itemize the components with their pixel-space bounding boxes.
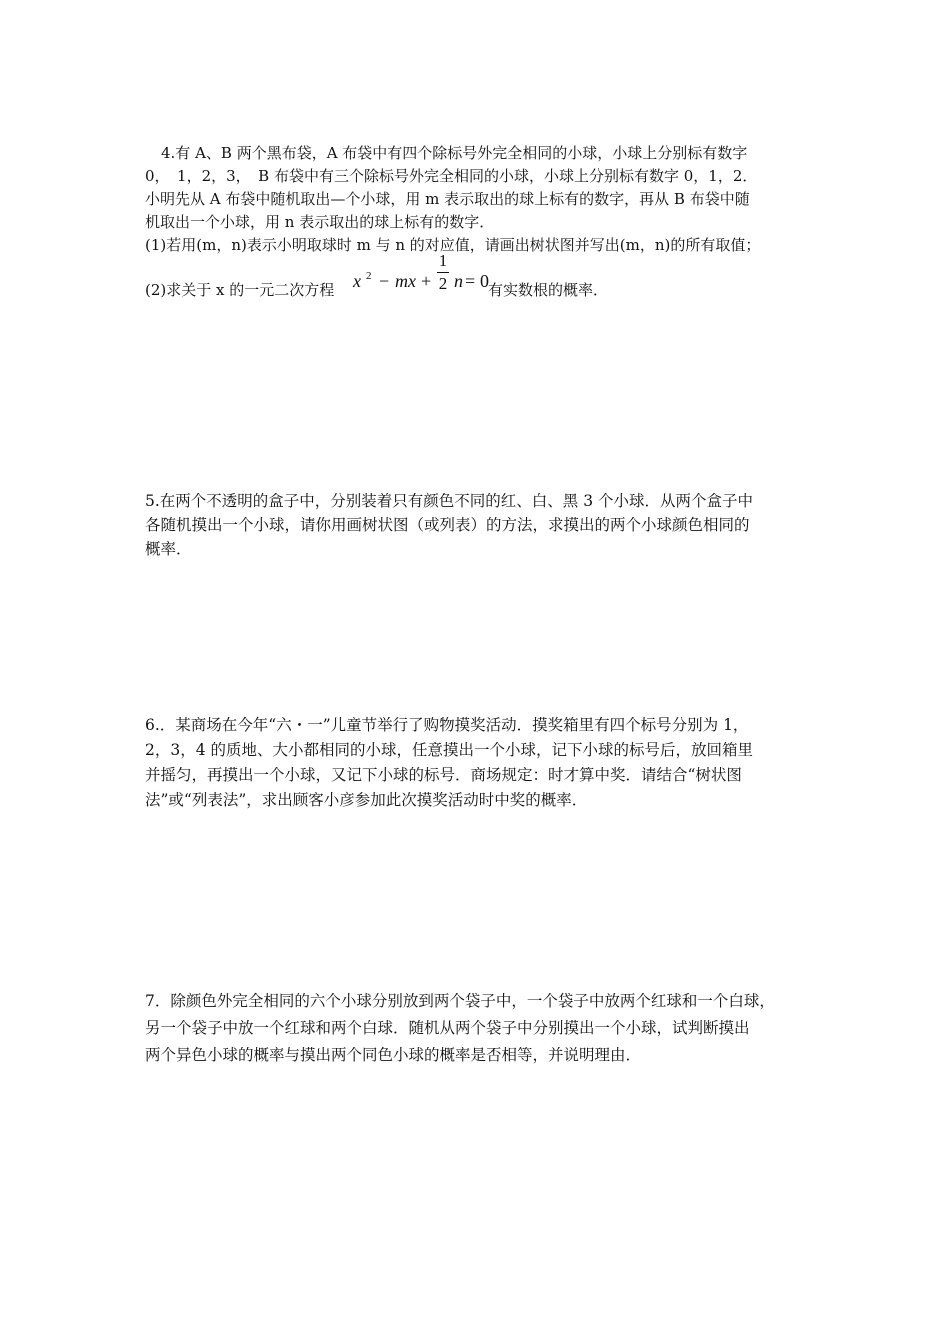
problem-6-line-3: 并摇匀，再摸出一个小球，又记下小球的标号．商场规定：时才算中奖．请结合“树状图 bbox=[145, 766, 742, 784]
problem-6 bbox=[145, 713, 810, 813]
problem-5-line-2: 各随机摸出一个小球，请你用画树状图（或列表）的方法，求摸出的两个小球颜色相同的 bbox=[145, 516, 750, 534]
problem-4-line-2: 0， 1，2，3， B 布袋中有三个除标号外完全相同的小球，小球上分别标有数字 0，1，2． bbox=[145, 167, 758, 185]
problem-4 bbox=[145, 142, 810, 309]
problem-7-line-2: 另一个袋子中放一个红球和两个白球．随机从两个袋子中分别摸出一个小球，试判断摸出 bbox=[145, 1019, 750, 1037]
equation-mx: mx bbox=[395, 271, 416, 291]
problem-4-part-2 bbox=[145, 251, 810, 309]
equation-x: x bbox=[353, 271, 361, 291]
problem-4-line-1: 4.有 A、B 两个黑布袋，A 布袋中有四个除标号外完全相同的小球，小球上分别标有数字 bbox=[161, 144, 748, 162]
problem-4-line-4: 机取出一个小球，用 n 表示取出的球上标有的数字． bbox=[145, 213, 495, 231]
equation-minus: − bbox=[379, 271, 390, 291]
fraction-denominator: 2 bbox=[438, 274, 448, 293]
problem-4-part-2-prefix: (2)求关于 x 的一元二次方程 bbox=[145, 281, 335, 299]
equation-plus: + bbox=[421, 271, 432, 291]
equation-fraction bbox=[437, 250, 449, 295]
problem-4-part-1: (1)若用(m，n)表示小明取球时 m 与 n 的对应值，请画出树状图并写出(m，n)的所有取值； bbox=[145, 236, 761, 254]
problem-6-line-2: 2，3，4 的质地、大小都相同的小球，任意摸出一个小球，记下小球的标号后，放回箱里 bbox=[145, 741, 754, 759]
equation-equals: = bbox=[465, 271, 476, 291]
equation-zero: 0 bbox=[480, 271, 489, 291]
problem-5-line-1: 5.在两个不透明的盒子中，分别装着只有颜色不同的红、白、黑 3 个小球．从两个盒子中 bbox=[145, 492, 754, 510]
problem-7-line-1: 7．除颜色外完全相同的六个小球分别放到两个袋子中，一个袋子中放两个红球和一个白球， bbox=[145, 992, 775, 1010]
fraction-numerator: 1 bbox=[438, 251, 448, 270]
quadratic-equation bbox=[353, 251, 489, 307]
problem-6-line-4: 法”或“列表法”，求出顾客小彦参加此次摸奖活动时中奖的概率． bbox=[145, 791, 588, 809]
problem-6-line-1: 6.．某商场在今年“六・一”儿童节举行了购物摸奖活动．摸奖箱里有四个标号分别为 1， bbox=[145, 716, 749, 734]
problem-7 bbox=[145, 988, 810, 1069]
equation-n: n bbox=[454, 271, 463, 291]
problem-4-line-3: 小明先从 A 布袋中随机取出—个小球，用 m 表示取出的球上标有的数字，再从 B 布袋中随 bbox=[145, 190, 750, 208]
problem-5-line-3: 概率． bbox=[145, 540, 192, 558]
equation-exponent: 2 bbox=[366, 270, 372, 282]
problem-5 bbox=[145, 489, 810, 561]
problem-4-part-2-suffix: 有实数根的概率． bbox=[488, 281, 609, 299]
problem-7-line-3: 两个异色小球的概率与摸出两个同色小球的概率是否相等，并说明理由． bbox=[145, 1046, 642, 1064]
